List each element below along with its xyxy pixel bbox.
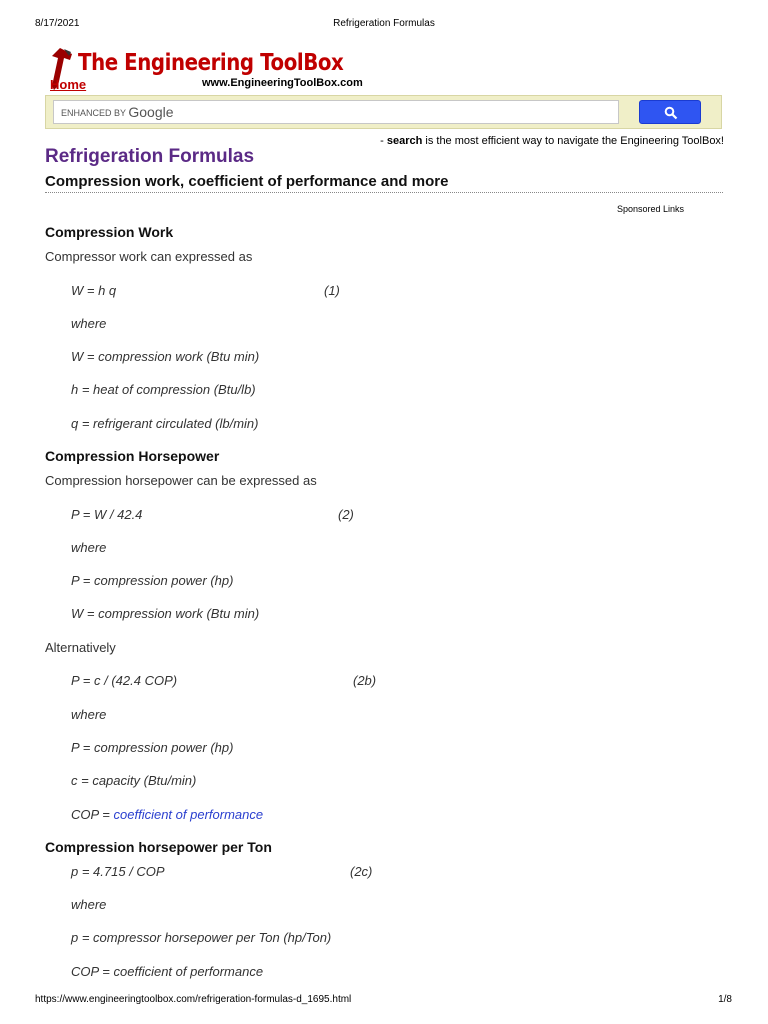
formula: W = h q xyxy=(71,283,117,298)
paragraph: Compressor work can expressed as xyxy=(45,249,253,264)
print-page-number: 1/8 xyxy=(718,994,732,1005)
logo-url: www.EngineeringToolBox.com xyxy=(202,77,363,89)
equation-number: (2b) xyxy=(353,673,377,688)
sponsored-links-label: Sponsored Links xyxy=(617,204,685,214)
print-url: https://www.engineeringtoolbox.com/refrigeration-formulas-d_1695.html xyxy=(35,994,352,1005)
section-heading-horsepower-per-ton: Compression horsepower per Ton xyxy=(45,839,272,855)
where-label: where xyxy=(71,707,107,722)
definition: q = refrigerant circulated (lb/min) xyxy=(71,416,259,431)
equation-number: (2) xyxy=(338,507,354,522)
formula: p = 4.715 / COP xyxy=(71,864,165,879)
divider xyxy=(45,192,723,193)
where-label: where xyxy=(71,316,107,331)
print-header xyxy=(0,18,768,32)
page-title: Refrigeration Formulas xyxy=(45,146,255,167)
search-icon xyxy=(664,106,678,120)
equation-number: (1) xyxy=(324,283,340,298)
where-label: where xyxy=(71,897,107,912)
search-bar xyxy=(45,95,722,129)
logo-title: The Engineering ToolBox xyxy=(78,50,344,76)
where-label: where xyxy=(71,540,107,555)
definition: c = capacity (Btu/min) xyxy=(71,773,197,788)
search-input[interactable] xyxy=(53,100,619,124)
enhanced-by-label: ENHANCED BY xyxy=(61,108,126,118)
section-heading-compression-work: Compression Work xyxy=(45,224,174,240)
definition: h = heat of compression (Btu/lb) xyxy=(71,382,256,397)
definition: COP = coefficient of performance xyxy=(71,807,264,822)
print-title: Refrigeration Formulas xyxy=(333,18,435,29)
home-link[interactable]: Home xyxy=(50,77,87,92)
definition: W = compression work (Btu min) xyxy=(71,606,260,621)
search-tip: - search is the most efficient way to navigate the Engineering ToolBox! xyxy=(380,135,724,147)
print-footer xyxy=(0,994,768,1008)
page-subtitle: Compression work, coefficient of performance and more xyxy=(45,173,449,190)
definition: COP = coefficient of performance xyxy=(71,964,264,979)
definition: P = compression power (hp) xyxy=(71,740,234,755)
definition: P = compression power (hp) xyxy=(71,573,234,588)
formula: P = W / 42.4 xyxy=(71,507,143,522)
print-date: 8/17/2021 xyxy=(35,18,80,29)
formula: P = c / (42.4 COP) xyxy=(71,673,178,688)
definition: p = compressor horsepower per Ton (hp/Ton) xyxy=(71,930,332,945)
paragraph: Alternatively xyxy=(45,640,116,655)
section-heading-compression-horsepower: Compression Horsepower xyxy=(45,448,220,464)
equation-number: (2c) xyxy=(350,864,373,879)
paragraph: Compression horsepower can be expressed as xyxy=(45,473,317,488)
definition: W = compression work (Btu min) xyxy=(71,349,260,364)
google-brand: Google xyxy=(128,104,174,120)
site-logo[interactable] xyxy=(46,46,366,96)
search-button[interactable] xyxy=(639,100,701,124)
cop-link[interactable]: coefficient of performance xyxy=(113,807,264,822)
